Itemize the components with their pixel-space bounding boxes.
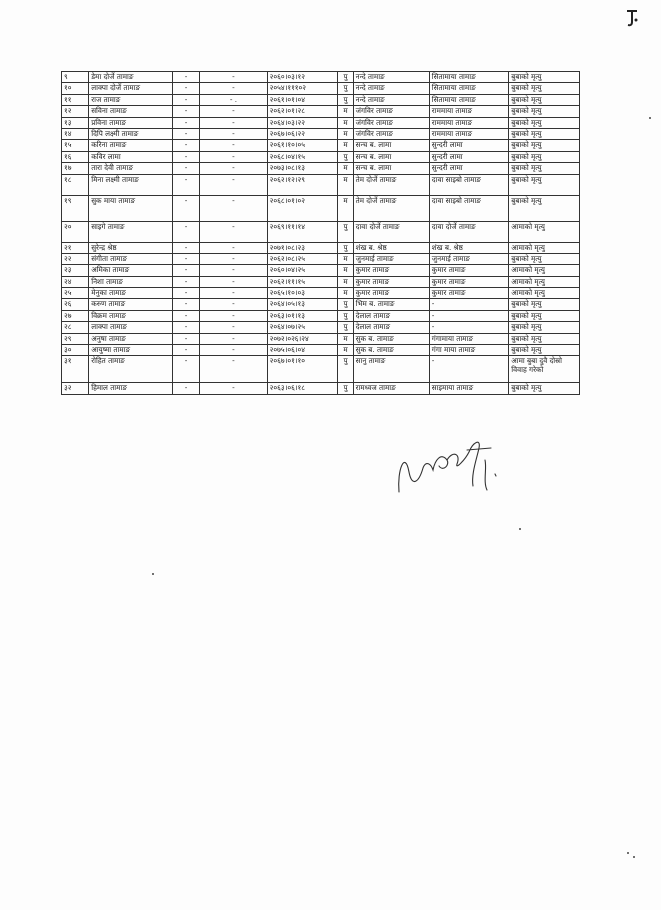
cell-a: - xyxy=(172,345,199,356)
cell-sn: ३१ xyxy=(62,356,89,383)
cell-dob: २०६२।०८।२५ xyxy=(267,253,338,264)
cell-name: लाक्पा तामाङ xyxy=(89,322,173,333)
cell-a: - xyxy=(172,83,199,94)
cell-father: शंख ब. श्रेष्ठ xyxy=(353,242,429,253)
cell-mother: सितामाया तामाङ xyxy=(429,83,508,94)
cell-mother: सुन्दरी लामा xyxy=(429,151,508,162)
cell-b: - xyxy=(200,299,267,310)
cell-reason: आमाको मृत्यु xyxy=(509,276,580,287)
cell-a: - xyxy=(172,106,199,117)
cell-dob: २०६४।०७।२५ xyxy=(267,322,338,333)
cell-name: संगीता तामाङ xyxy=(89,253,173,264)
cell-a: - xyxy=(172,72,199,83)
cell-sn: २४ xyxy=(62,276,89,287)
cell-mother: - xyxy=(429,310,508,321)
cell-sex: म xyxy=(338,163,353,174)
table-row xyxy=(62,151,580,162)
cell-father: सन्च ब. लामा xyxy=(353,140,429,151)
cell-reason: आमाको मृत्यु xyxy=(509,242,580,253)
table-row xyxy=(62,333,580,344)
table-row xyxy=(62,345,580,356)
table-row xyxy=(62,72,580,83)
table-row xyxy=(62,174,580,195)
cell-name: तारा देवी तामाङ xyxy=(89,163,173,174)
cell-sex: पु xyxy=(338,356,353,383)
cell-sex: पु xyxy=(338,72,353,83)
cell-dob: २०६७।०६।२२ xyxy=(267,128,338,139)
cell-a: - xyxy=(172,383,199,394)
cell-sex: म xyxy=(338,345,353,356)
cell-b: - xyxy=(200,383,267,394)
cell-father: कुमार तामाङ xyxy=(353,276,429,287)
cell-name: हिमाल तामाङ xyxy=(89,383,173,394)
cell-name: विक्रम तामाङ xyxy=(89,310,173,321)
cell-dob: २०६४।०३।२२ xyxy=(267,117,338,128)
cell-sn: २५ xyxy=(62,288,89,299)
cell-dob: २०६२।११।१५ xyxy=(267,276,338,287)
cell-mother: दावा साइबो तामाङ xyxy=(429,195,508,221)
cell-sn: १३ xyxy=(62,117,89,128)
cell-sex: पु xyxy=(338,383,353,394)
cell-reason: आमाको मृत्यु xyxy=(509,288,580,299)
cell-father: तेम दोर्जे तामाङ xyxy=(353,195,429,221)
cell-dob: २०६८।०४।१५ xyxy=(267,151,338,162)
cell-sn: २७ xyxy=(62,310,89,321)
cell-a: - xyxy=(172,253,199,264)
cell-sn: २० xyxy=(62,221,89,242)
cell-mother: जुनमाई तामाङ xyxy=(429,253,508,264)
table-row xyxy=(62,106,580,117)
cell-father: सन्च ब. लामा xyxy=(353,151,429,162)
cell-b: - xyxy=(200,221,267,242)
cell-reason: बुबाको मृत्यु xyxy=(509,140,580,151)
cell-reason: बुबाको मृत्यु xyxy=(509,299,580,310)
cell-reason: बुबाको मृत्यु xyxy=(509,253,580,264)
cell-mother: सितामाया तामाङ xyxy=(429,94,508,105)
cell-b: - xyxy=(200,140,267,151)
cell-sex: पु xyxy=(338,299,353,310)
cell-a: - xyxy=(172,322,199,333)
cell-name: अनुषा तामाङ xyxy=(89,333,173,344)
cell-a: - xyxy=(172,299,199,310)
cell-dob: २०७२।०२६।२४ xyxy=(267,333,338,344)
cell-mother: कुमार तामाङ xyxy=(429,265,508,276)
cell-reason: बुबाको मृत्यु xyxy=(509,345,580,356)
cell-sex: म xyxy=(338,276,353,287)
cell-mother: कुमार तामाङ xyxy=(429,276,508,287)
corner-mark-icon xyxy=(625,8,639,28)
cell-mother: सुन्दरी लामा xyxy=(429,140,508,151)
cell-sn: ३० xyxy=(62,345,89,356)
cell-mother: साइमाया तामाङ xyxy=(429,383,508,394)
cell-reason: बुबाको मृत्यु xyxy=(509,106,580,117)
cell-sex: म xyxy=(338,140,353,151)
cell-name: सुरेन्द्र श्रेष्ठ xyxy=(89,242,173,253)
cell-father: रामध्वज तामाङ xyxy=(353,383,429,394)
cell-b: - xyxy=(200,174,267,195)
cell-name: रोहित तामाङ xyxy=(89,356,173,383)
cell-a: - xyxy=(172,221,199,242)
cell-name: निशा तामाङ xyxy=(89,276,173,287)
cell-b: - xyxy=(200,356,267,383)
cell-name: लाक्पा दोर्जे तामाङ xyxy=(89,83,173,94)
cell-name: कविर लामा xyxy=(89,151,173,162)
cell-a: - xyxy=(172,163,199,174)
cell-dob: २०६०।०४।२५ xyxy=(267,265,338,276)
table-row xyxy=(62,276,580,287)
cell-father: नन्दे तामाङ xyxy=(353,83,429,94)
cell-a: - xyxy=(172,117,199,128)
cell-b: - xyxy=(200,288,267,299)
cell-sex: पु xyxy=(338,322,353,333)
cell-dob: २०५४।१११०२ xyxy=(267,83,338,94)
cell-reason: बुबाको मृत्यु xyxy=(509,163,580,174)
cell-sex: म xyxy=(338,117,353,128)
table-row xyxy=(62,265,580,276)
cell-mother: - xyxy=(429,356,508,383)
speck-mark xyxy=(152,573,154,575)
cell-sn: १८ xyxy=(62,174,89,195)
cell-sex: पु xyxy=(338,221,353,242)
cell-sex: म xyxy=(338,288,353,299)
cell-father: जंगविर तामाङ xyxy=(353,117,429,128)
cell-sex: म xyxy=(338,333,353,344)
cell-sex: म xyxy=(338,128,353,139)
speck-mark xyxy=(627,852,629,854)
cell-b: - xyxy=(200,163,267,174)
table-row xyxy=(62,322,580,333)
cell-father: सानु तामाङ xyxy=(353,356,429,383)
cell-b: - xyxy=(200,195,267,221)
cell-sn: २३ xyxy=(62,265,89,276)
cell-a: - xyxy=(172,310,199,321)
table-row xyxy=(62,221,580,242)
cell-reason: बुबाको मृत्यु xyxy=(509,117,580,128)
cell-mother: राममाया तामाङ xyxy=(429,106,508,117)
table-row xyxy=(62,128,580,139)
cell-reason: बुबाको मृत्यु xyxy=(509,72,580,83)
cell-reason: बुबाको मृत्यु xyxy=(509,195,580,221)
cell-father: कुमार तामाङ xyxy=(353,265,429,276)
cell-sn: १७ xyxy=(62,163,89,174)
cell-mother: - xyxy=(429,299,508,310)
cell-father: सुक ब. तामाङ xyxy=(353,333,429,344)
cell-sn: १६ xyxy=(62,151,89,162)
cell-father: देलाल तामाङ xyxy=(353,322,429,333)
cell-sn: १४ xyxy=(62,128,89,139)
cell-sex: म xyxy=(338,265,353,276)
cell-b: - xyxy=(200,72,267,83)
cell-dob: २०६०।०३।१२ xyxy=(267,72,338,83)
cell-b: - xyxy=(200,322,267,333)
cell-sn: १९ xyxy=(62,195,89,221)
cell-dob: २०६३।०१।१३ xyxy=(267,310,338,321)
cell-reason: बुबाको मृत्यु xyxy=(509,322,580,333)
cell-name: करिना तामाङ xyxy=(89,140,173,151)
cell-mother: राममाया तामाङ xyxy=(429,128,508,139)
cell-dob: २०७५।०६।०४ xyxy=(267,345,338,356)
cell-mother: सितामाया तामाङ xyxy=(429,72,508,83)
cell-mother: गंगामाया तामाङ xyxy=(429,333,508,344)
cell-mother: दावा दोर्जे तामाङ xyxy=(429,221,508,242)
cell-b: - xyxy=(200,151,267,162)
cell-dob: २०६९।११।१४ xyxy=(267,221,338,242)
cell-b: - xyxy=(200,310,267,321)
table-row xyxy=(62,195,580,221)
speck-mark xyxy=(649,117,651,119)
cell-reason: बुबाको मृत्यु xyxy=(509,310,580,321)
table-row xyxy=(62,310,580,321)
cell-sn: ९ xyxy=(62,72,89,83)
cell-b: - xyxy=(200,253,267,264)
cell-sn: २१ xyxy=(62,242,89,253)
cell-sn: ३२ xyxy=(62,383,89,394)
cell-father: सन्च ब. लामा xyxy=(353,163,429,174)
table-row xyxy=(62,94,580,105)
cell-dob: २०६१।०१।०४ xyxy=(267,94,338,105)
cell-a: - xyxy=(172,94,199,105)
cell-dob: २०७३।०८।१३ xyxy=(267,163,338,174)
cell-sn: २२ xyxy=(62,253,89,264)
records-table xyxy=(61,71,580,395)
table-row xyxy=(62,83,580,94)
cell-reason: आमा बुबा दुवै दोस्रो विवाह गरेको xyxy=(509,356,580,383)
cell-name: अमिका तामाङ xyxy=(89,265,173,276)
cell-reason: आमाको मृत्यु xyxy=(509,221,580,242)
cell-sn: २६ xyxy=(62,299,89,310)
cell-reason: बुबाको मृत्यु xyxy=(509,383,580,394)
cell-dob: २०६२।१२।२९ xyxy=(267,174,338,195)
cell-dob: २०६४।०५।१३ xyxy=(267,299,338,310)
cell-mother: - xyxy=(429,322,508,333)
cell-dob: २०६३।०६।१८ xyxy=(267,383,338,394)
cell-a: - xyxy=(172,242,199,253)
cell-sex: पु xyxy=(338,83,353,94)
cell-sex: म xyxy=(338,174,353,195)
cell-dob: २०६८।०१।०२ xyxy=(267,195,338,221)
cell-name: प्रविना तामाङ xyxy=(89,117,173,128)
cell-father: भिम ब. तामाङ xyxy=(353,299,429,310)
cell-b: - xyxy=(200,276,267,287)
cell-sex: पु xyxy=(338,310,353,321)
cell-father: नन्दे तामाङ xyxy=(353,94,429,105)
cell-father: नन्दे तामाङ xyxy=(353,72,429,83)
cell-b: - xyxy=(200,345,267,356)
cell-b: - xyxy=(200,117,267,128)
cell-sn: ११ xyxy=(62,94,89,105)
cell-mother: कुमार तामाङ xyxy=(429,288,508,299)
cell-reason: बुबाको मृत्यु xyxy=(509,151,580,162)
cell-sex: पु xyxy=(338,151,353,162)
cell-name: दिपि लक्ष्मी तामाङ xyxy=(89,128,173,139)
cell-name: करुण तामाङ xyxy=(89,299,173,310)
cell-a: - xyxy=(172,128,199,139)
table-row xyxy=(62,253,580,264)
table-row xyxy=(62,288,580,299)
table-row xyxy=(62,299,580,310)
cell-a: - xyxy=(172,356,199,383)
cell-mother: राममाया तामाङ xyxy=(429,117,508,128)
cell-reason: बुबाको मृत्यु xyxy=(509,128,580,139)
records-table-body xyxy=(62,72,580,395)
cell-b: - xyxy=(200,106,267,117)
cell-sex: म xyxy=(338,253,353,264)
cell-dob: २०६१।१०।०५ xyxy=(267,140,338,151)
cell-b: - xyxy=(200,265,267,276)
cell-sex: म xyxy=(338,195,353,221)
cell-reason: बुबाको मृत्यु xyxy=(509,83,580,94)
speck-mark xyxy=(633,856,635,858)
cell-sn: १० xyxy=(62,83,89,94)
cell-mother: दावा साइबो तामाङ xyxy=(429,174,508,195)
cell-name: मिना लक्ष्मी तामाङ xyxy=(89,174,173,195)
table-row xyxy=(62,163,580,174)
cell-sex: पु xyxy=(338,242,353,253)
cell-a: - xyxy=(172,140,199,151)
cell-reason: बुबाको मृत्यु xyxy=(509,333,580,344)
cell-sn: २९ xyxy=(62,333,89,344)
table-row xyxy=(62,242,580,253)
cell-father: कुमार तामाङ xyxy=(353,288,429,299)
cell-dob: २०६२।०१।२८ xyxy=(267,106,338,117)
cell-reason: बुबाको मृत्यु xyxy=(509,174,580,195)
cell-father: जंगविर तामाङ xyxy=(353,128,429,139)
cell-name: डेमा दोर्जे तामाङ xyxy=(89,72,173,83)
cell-reason: आमाको मृत्यु xyxy=(509,265,580,276)
cell-a: - xyxy=(172,195,199,221)
cell-b: - xyxy=(200,242,267,253)
cell-b: - . xyxy=(200,94,267,105)
cell-a: - xyxy=(172,333,199,344)
cell-mother: सुन्दरी लामा xyxy=(429,163,508,174)
cell-name: मेनुका तामाङ xyxy=(89,288,173,299)
cell-a: - xyxy=(172,276,199,287)
cell-name: साइगे तामाङ xyxy=(89,221,173,242)
cell-a: - xyxy=(172,265,199,276)
cell-mother: शंख ब. श्रेष्ठ xyxy=(429,242,508,253)
cell-name: आयुष्मा तामाङ xyxy=(89,345,173,356)
cell-dob: २०६५।१०।०३ xyxy=(267,288,338,299)
cell-sn: १५ xyxy=(62,140,89,151)
cell-a: - xyxy=(172,151,199,162)
cell-father: तेम दोर्जे तामाङ xyxy=(353,174,429,195)
cell-father: जुनमाई तामाङ xyxy=(353,253,429,264)
cell-name: सुक माया तामाङ xyxy=(89,195,173,221)
table-row xyxy=(62,117,580,128)
cell-sn: २८ xyxy=(62,322,89,333)
table-row xyxy=(62,356,580,383)
cell-name: सविना तामाङ xyxy=(89,106,173,117)
cell-a: - xyxy=(172,174,199,195)
speck-mark xyxy=(519,528,521,530)
cell-name: राज तामाङ xyxy=(89,94,173,105)
table-row xyxy=(62,140,580,151)
signature-icon xyxy=(395,430,510,500)
cell-a: - xyxy=(172,288,199,299)
cell-reason: बुबाको मृत्यु xyxy=(509,94,580,105)
cell-father: जंगविर तामाङ xyxy=(353,106,429,117)
cell-b: - xyxy=(200,128,267,139)
cell-sex: म xyxy=(338,106,353,117)
cell-b: - xyxy=(200,83,267,94)
cell-father: सुक ब. तामाङ xyxy=(353,345,429,356)
cell-father: दावा दोर्जे तामाङ xyxy=(353,221,429,242)
cell-b: - xyxy=(200,333,267,344)
cell-dob: २०७१।०८।२३ xyxy=(267,242,338,253)
cell-father: देलाल तामाङ xyxy=(353,310,429,321)
cell-sex: पु xyxy=(338,94,353,105)
cell-mother: गंगा माया तामाङ xyxy=(429,345,508,356)
cell-dob: २०६७।०१।१० xyxy=(267,356,338,383)
table-row xyxy=(62,383,580,394)
cell-sn: १२ xyxy=(62,106,89,117)
